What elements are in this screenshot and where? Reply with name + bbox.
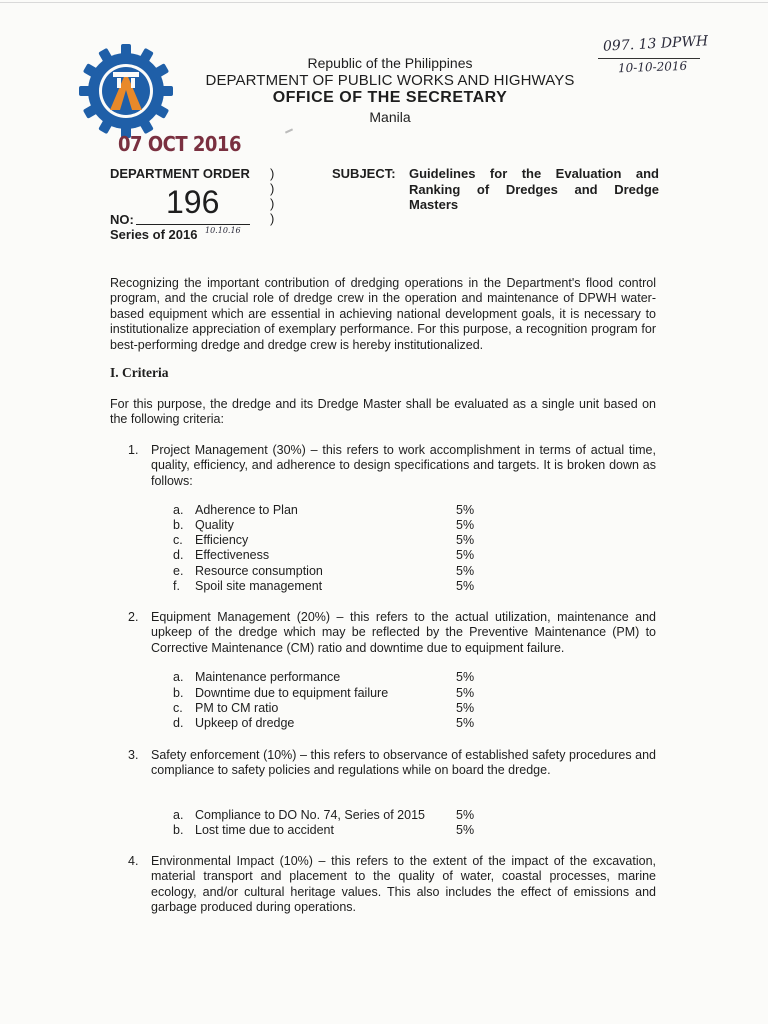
paren-1: )	[270, 166, 275, 181]
sub-label: Resource consumption	[195, 564, 323, 578]
sub-letter: c.	[173, 533, 183, 547]
sub-label: Effectiveness	[195, 548, 270, 562]
subject-label: SUBJECT:	[332, 166, 396, 181]
criterion-text: Project Management (30%) – this refers to work accomplishment in terms of actual time, quality, efficiency, and adherence to design specifications and targets. It is broken down as follows:	[151, 443, 656, 488]
order-no-label: NO:	[110, 212, 134, 227]
sub-percentage: 5%	[456, 701, 475, 715]
department-order-label: DEPARTMENT ORDER	[110, 166, 250, 181]
order-number: 196	[166, 184, 220, 220]
sub-letter: e.	[173, 564, 184, 578]
sub-letter: a.	[173, 808, 184, 822]
order-no-underline	[136, 224, 250, 225]
sub-letter: d.	[173, 716, 184, 730]
sub-letter: b.	[173, 518, 184, 532]
sub-label: Upkeep of dredge	[195, 716, 295, 730]
criterion-number: 2.	[128, 610, 139, 624]
sub-percentage: 5%	[456, 808, 475, 822]
sub-label: PM to CM ratio	[195, 701, 279, 715]
sub-label: Lost time due to accident	[195, 823, 334, 837]
sub-letter: d.	[173, 548, 184, 562]
paren-3: )	[270, 196, 275, 211]
criterion-number: 3.	[128, 748, 139, 762]
sub-label: Adherence to Plan	[195, 503, 298, 517]
paren-2: )	[270, 181, 275, 196]
sub-letter: b.	[173, 823, 184, 837]
sub-label: Compliance to DO No. 74, Series of 2015	[195, 808, 425, 822]
sub-percentage: 5%	[456, 686, 475, 700]
scan-edge-line	[0, 2, 768, 3]
sub-percentage: 5%	[456, 518, 475, 532]
handwritten-reference: 097. 13 DPWH	[602, 33, 709, 55]
sub-label: Spoil site management	[195, 579, 323, 593]
sub-percentage: 5%	[456, 533, 475, 547]
header-city: Manila	[369, 109, 411, 125]
section-heading: I. Criteria	[110, 365, 169, 380]
sub-percentage: 5%	[456, 670, 475, 684]
sub-letter: f.	[173, 579, 180, 593]
criterion-number: 4.	[128, 854, 139, 868]
handwritten-date: 10-10-2016	[617, 58, 688, 76]
intro-paragraph: Recognizing the important contribution of dredging operations in the Department's flood control program, and the crucial role of dredge crew in the operation and maintenance of DPWH water-based equipment which are essential in achieving national development goals, it is necessary to institutionalize appreciation of exemplary performance. For this purpose, a recognition program for best-performing dredge and dredge crew is hereby institutionalized.	[110, 276, 656, 352]
sub-label: Efficiency	[195, 533, 249, 547]
paren-4: )	[270, 211, 275, 226]
sub-percentage: 5%	[456, 716, 475, 730]
sub-label: Downtime due to equipment failure	[195, 686, 389, 700]
sub-letter: a.	[173, 503, 184, 517]
handwritten-series-note: 10.10.16	[205, 226, 241, 235]
header-republic: Republic of the Philippines	[307, 55, 473, 71]
criterion-text: Environmental Impact (10%) – this refers to the extent of the impact of the excavation, material transport and placement to the quality of water, coastal processes, marine ecology, and/or cultural heritage values. This also includes the effect of emissions and garbage produced during operations.	[151, 854, 656, 915]
order-series: Series of 2016	[110, 227, 198, 242]
sub-percentage: 5%	[456, 564, 475, 578]
criterion-number: 1.	[128, 443, 139, 457]
sub-letter: b.	[173, 686, 184, 700]
date-stamp: 07 OCT 2016	[118, 132, 241, 157]
subject-text: Guidelines for the Evaluation and Ranking of Dredges and Dredge Masters	[409, 166, 659, 212]
sub-percentage: 5%	[456, 503, 475, 517]
section-intro: For this purpose, the dredge and its Dredge Master shall be evaluated as a single unit based on the following criteria:	[110, 397, 656, 427]
sub-letter: c.	[173, 701, 183, 715]
sub-percentage: 5%	[456, 548, 475, 562]
criterion-text: Equipment Management (20%) – this refers to the actual utilization, maintenance and upkeep of the dredge which may be reflected by the Preventive Maintenance (PM) to Corrective Maintenance (CM) ratio and downtime due to equipment failure.	[151, 610, 656, 655]
header-office: OFFICE OF THE SECRETARY	[272, 89, 508, 106]
sub-percentage: 5%	[456, 823, 475, 837]
header-department: DEPARTMENT OF PUBLIC WORKS AND HIGHWAYS	[205, 72, 575, 89]
scan-mark	[285, 128, 293, 133]
sub-letter: a.	[173, 670, 184, 684]
sub-percentage: 5%	[456, 579, 475, 593]
criterion-text: Safety enforcement (10%) – this refers to observance of established safety procedures and compliance to safety policies and regulations while on board the dredge.	[151, 748, 656, 778]
sub-label: Maintenance performance	[195, 670, 341, 684]
sub-label: Quality	[195, 518, 234, 532]
